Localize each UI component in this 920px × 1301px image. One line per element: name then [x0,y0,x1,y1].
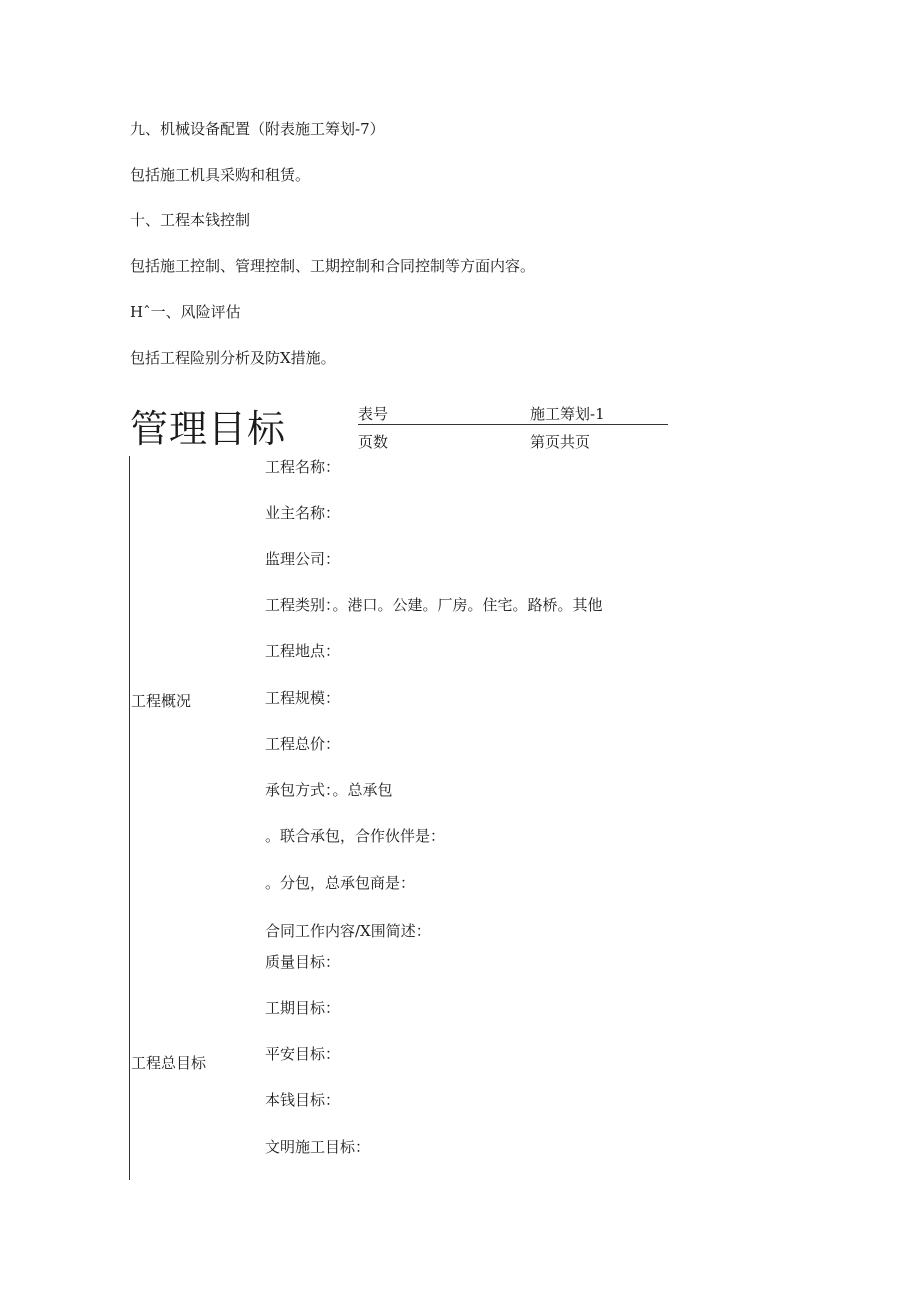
field-civilized-goal: 文明施工目标： [265,1138,371,1156]
field-owner-name: 业主名称： [265,504,341,522]
field-total-price: 工程总价： [265,735,341,753]
table-number-value: 施工筹划-1 [530,405,605,423]
section-9-body: 包括施工机具采购和租赁。 [130,166,311,184]
field-quality-goal: 质量目标： [265,953,341,971]
field-location: 工程地点： [265,642,341,660]
field-project-type: 工程类别：。港口。公建。厂房。住宅。路桥。其他 [265,596,603,614]
field-cost-goal: 本钱目标： [265,1091,341,1109]
pages-label: 页数 [358,433,389,451]
goals-label: 工程总目标 [131,1054,207,1072]
field-scale: 工程规模： [265,689,341,707]
section-10-heading: 十、工程本钱控制 [130,211,251,229]
section-9-heading: 九、机械设备配置（附表施工筹划-7） [130,120,385,138]
header-rule [358,424,668,425]
pages-value: 第页共页 [530,433,591,451]
field-supervisor: 监理公司： [265,550,341,568]
field-contract-mode: 承包方式：。总承包 [265,781,393,799]
field-safety-goal: 平安目标： [265,1045,341,1063]
overview-label: 工程概况 [131,692,192,710]
section-11-body: 包括工程险别分析及防X措施。 [130,349,336,367]
field-joint-contract: 。联合承包，合作伙伴是： [265,827,446,845]
form-left-border [129,456,130,1180]
field-project-name: 工程名称： [265,458,341,476]
field-scope: 合同工作内容/X围简述： [265,922,431,940]
section-11-heading: Hˆ一、风险评估 [130,303,241,321]
field-schedule-goal: 工期目标： [265,999,341,1017]
field-subcontract: 。分包，总承包商是： [265,874,416,892]
table-number-label: 表号 [358,405,389,423]
form-title: 管理目标 [130,407,287,451]
section-10-body: 包括施工控制、管理控制、工期控制和合同控制等方面内容。 [130,257,536,275]
